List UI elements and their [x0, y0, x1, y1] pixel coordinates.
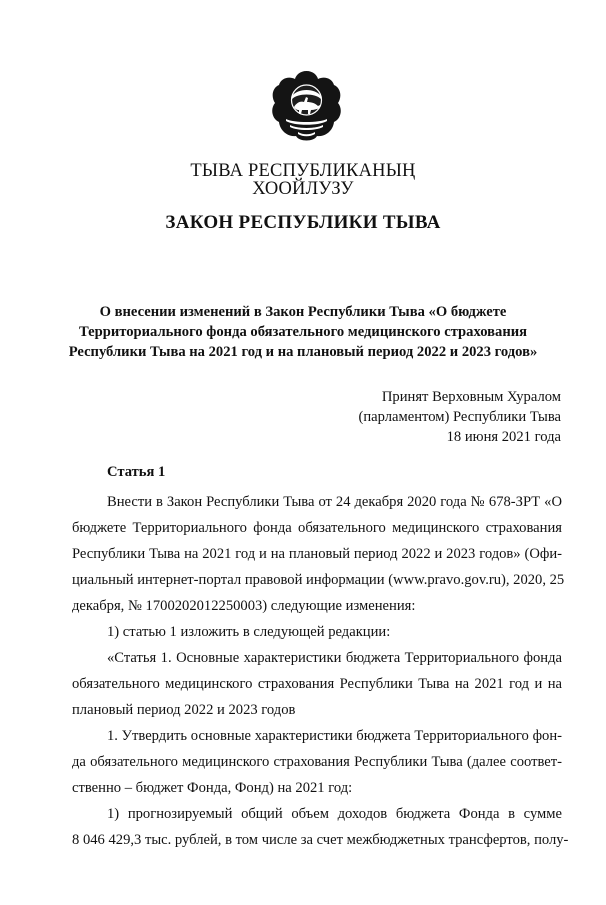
article-text-line: 1) статью 1 изложить в следующей редакции: [107, 624, 391, 640]
adoption-line: (парламентом) Республики Тыва [358, 409, 561, 425]
article-text-line: 1) прогнозируемый общий объем доходов бюджета Фонда в сумме [107, 806, 562, 822]
article-text-line: ственно – бюджет Фонда, Фонд) на 2021 год: [72, 780, 353, 796]
article-heading: Статья 1 [107, 464, 166, 480]
article-text-line: 1. Утвердить основные характеристики бюджета Территориального фон- [107, 728, 562, 744]
article-text-line: Республики Тыва на 2021 год и на плановый период 2022 и 2023 годов» (Офи- [72, 546, 562, 562]
law-title: ЗАКОН РЕСПУБЛИКИ ТЫВА [165, 212, 441, 233]
tuvan-law-title-line2: ХООЙЛУЗУ [252, 179, 354, 199]
subject-line: Территориального фонда обязательного медицинского страхования [78, 324, 528, 340]
article-text-line: циальный интернет-портал правовой информации (www.pravo.gov.ru), 2020, 25 [72, 572, 565, 588]
tuva-coat-of-arms-icon [270, 69, 343, 145]
subject-line: Республики Тыва на 2021 год и на плановый период 2022 и 2023 годов» [68, 344, 538, 360]
article-text-line: 8 046 429,3 тыс. рублей, в том числе за счет межбюджетных трансфертов, полу- [72, 832, 569, 848]
article-text-line: декабря, № 1700202012250003) следующие изменения: [72, 598, 416, 614]
article-text-line: бюджете Территориального фонда обязательного медицинского страхования [72, 520, 562, 536]
article-text-line: Внести в Закон Республики Тыва от 24 декабря 2020 года № 678-ЗРТ «О [107, 494, 562, 510]
adoption-date: 18 июня 2021 года [446, 429, 561, 445]
article-text-line: да обязательного медицинского страхования Республики Тыва (далее соответ- [72, 754, 562, 770]
subject-line: О внесении изменений в Закон Республики Тыва «О бюджете [99, 304, 507, 320]
article-text-line: плановый период 2022 и 2023 годов [72, 702, 296, 718]
tuvan-law-title-line1: ТЫВА РЕСПУБЛИКАНЫҢ [190, 161, 416, 181]
article-text-line: «Статья 1. Основные характеристики бюджета Территориального фонда [107, 650, 562, 666]
article-text-line: обязательного медицинского страхования Республики Тыва на 2021 год и на [72, 676, 562, 692]
adoption-line: Принят Верховным Хуралом [381, 389, 561, 405]
